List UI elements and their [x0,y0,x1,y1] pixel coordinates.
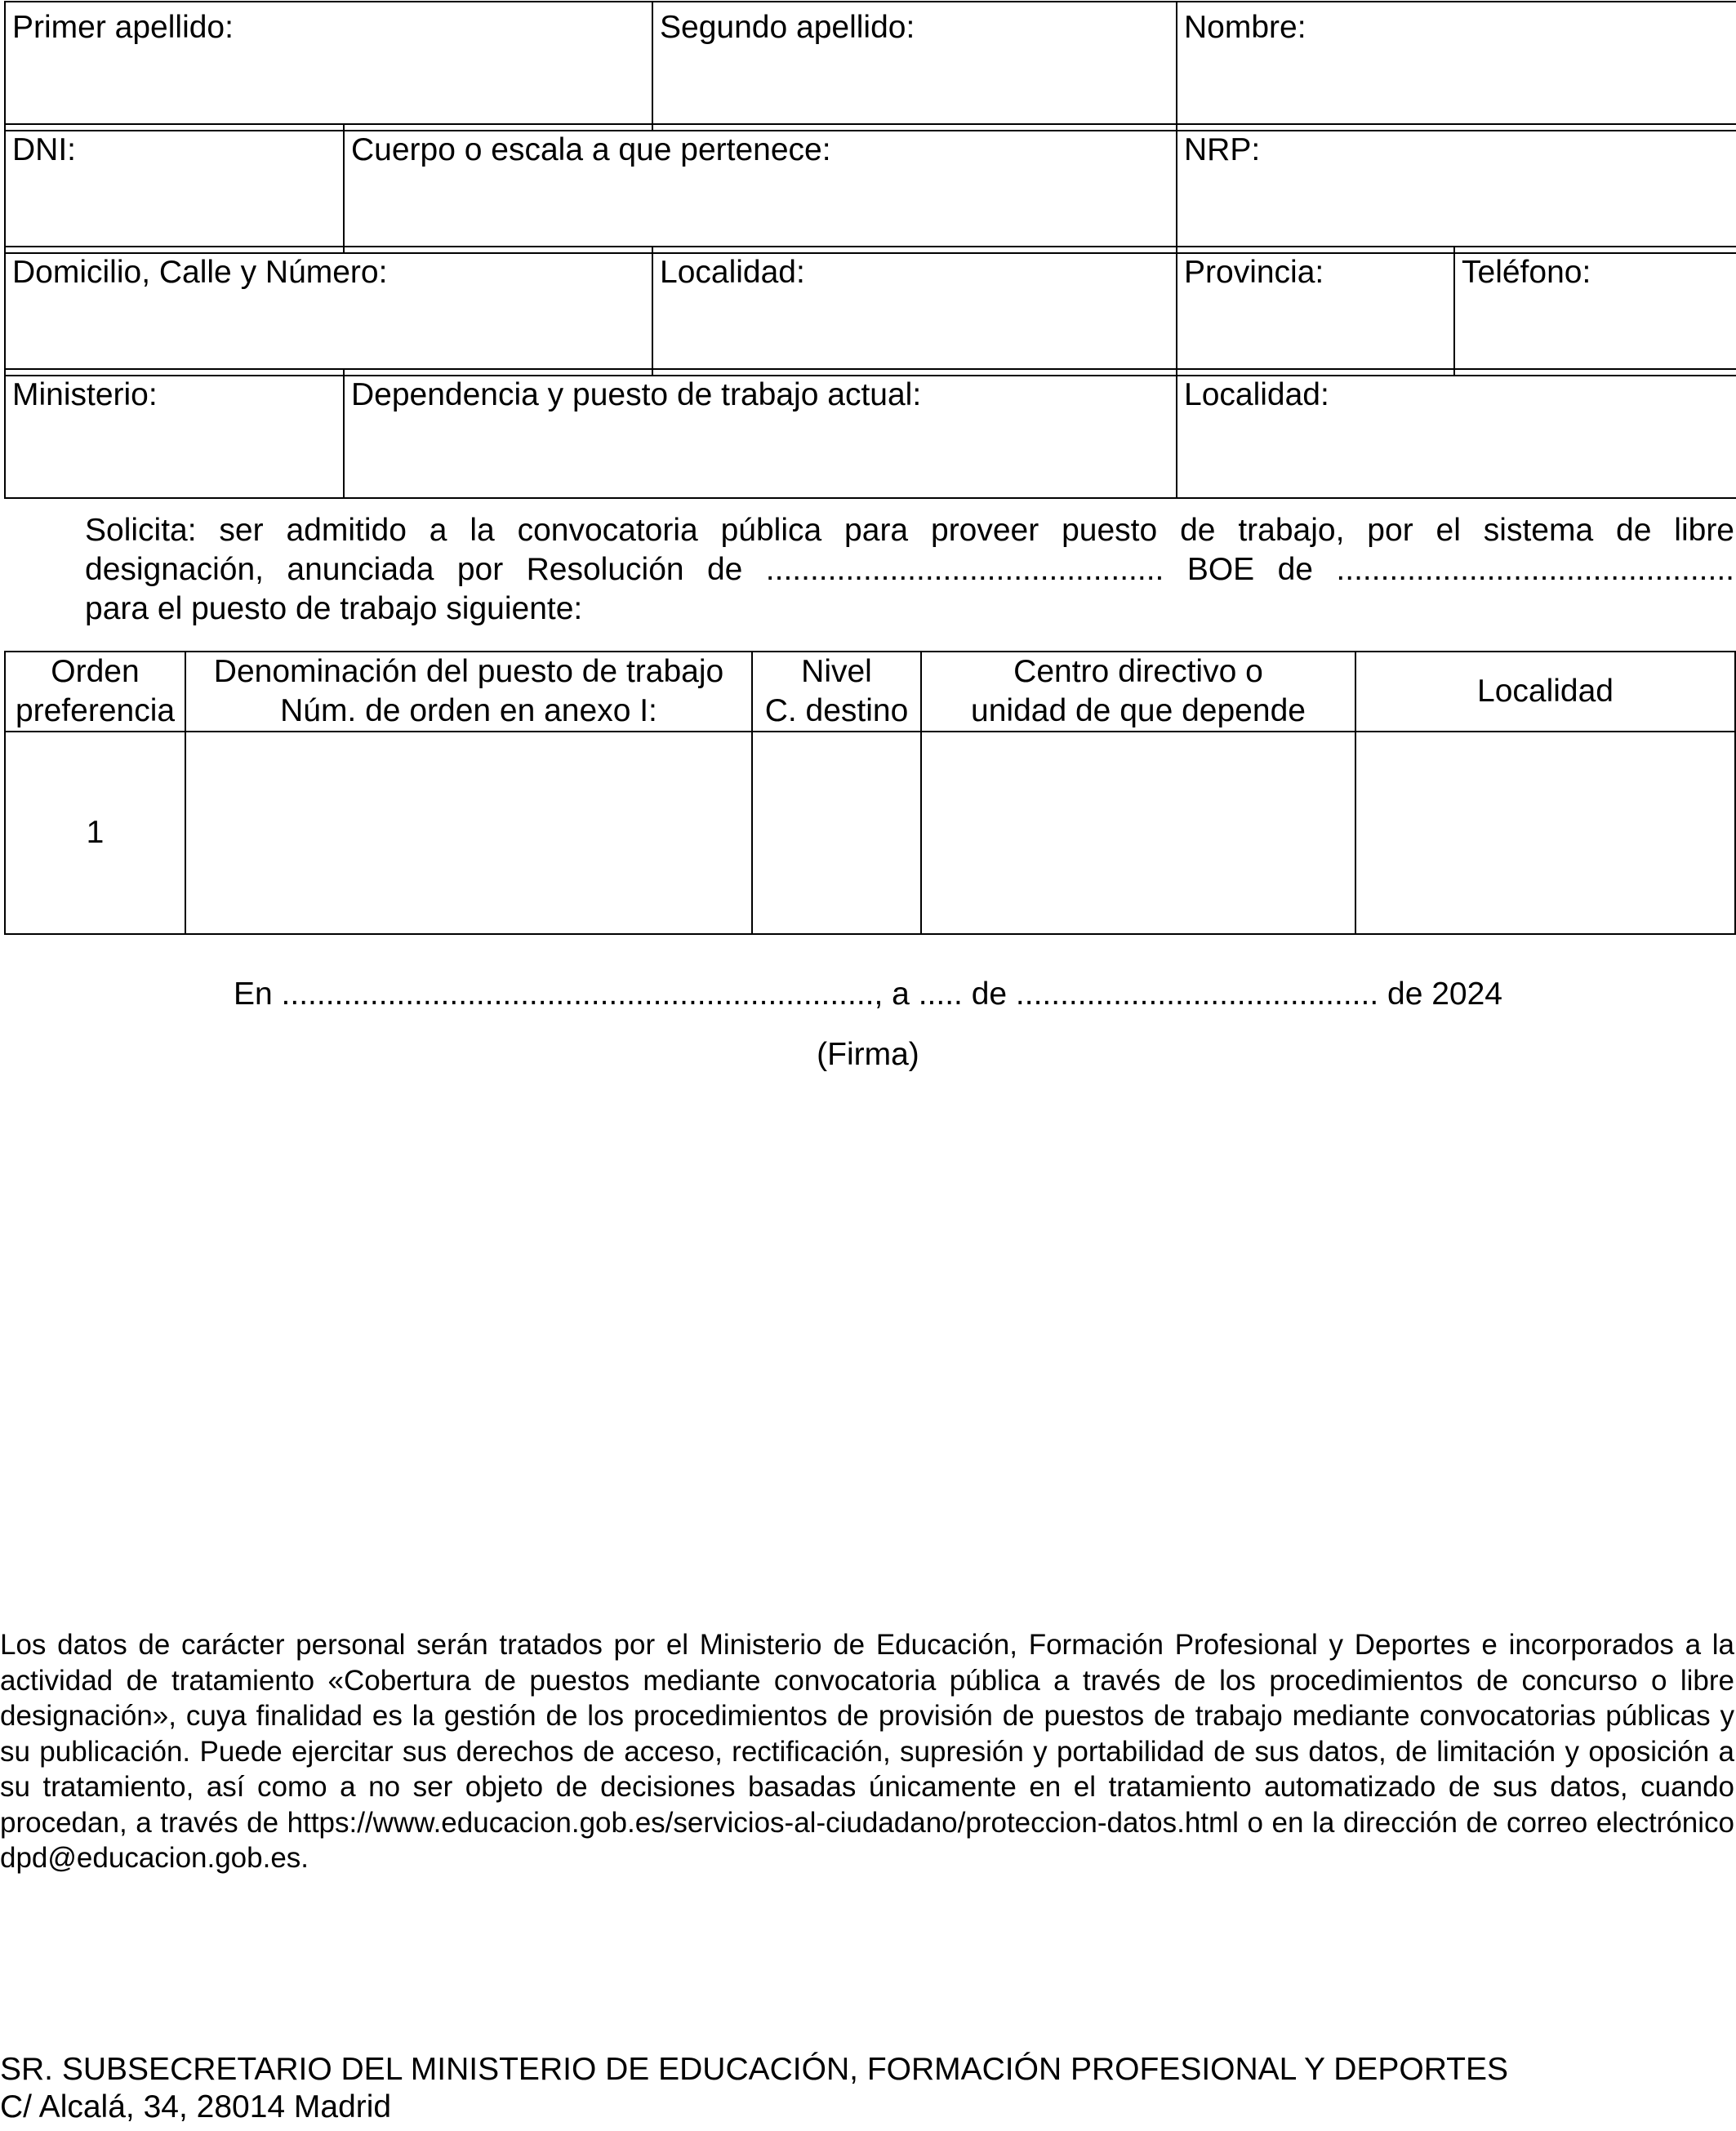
primer-apellido-field[interactable]: Primer apellido: [5,2,652,131]
provincia-field[interactable]: Provincia: [1177,247,1454,376]
personal-data-grid-row3 [4,246,1736,376]
addressee-line2: C/ Alcalá, 34, 28014 Madrid [0,2089,392,2124]
header-localidad: Localidad [1355,652,1735,732]
header-orden-line1: Orden [51,654,140,689]
header-centro-line2: unidad de que depende [971,693,1306,728]
segundo-apellido-field[interactable]: Segundo apellido: [652,2,1177,131]
personal-data-grid [4,1,1736,131]
form-row-names [5,2,1736,131]
puestos-header-row [5,652,1735,732]
form-row-job [5,369,1736,498]
header-denominacion [185,652,752,732]
nrp-field[interactable]: NRP: [1177,124,1736,253]
header-denominacion-line2: Núm. de orden en anexo I: [280,693,657,728]
solicita-paragraph [85,511,1734,629]
privacy-notice: Los datos de carácter personal serán tratados por el Ministerio de Educación, Formación Profesional y Deportes e incorporados a la actividad de tratamiento «Cobertura de puestos mediante convocatoria pública a través de los procedimientos de concurso o libre designación», cuya finalidad es la gestión de los procedimientos de provisión de puestos de trabajo mediante convocatorias públicas y su publicación. Puede ejercitar sus derechos de acceso, rectificación, supresión y portabilidad de sus datos, de limitación y oposición a su tratamiento, así como a no ser objeto de decisiones basadas únicamente en el tratamiento automatizado de sus datos, cuando procedan, a través de https://www.educacion.gob.es/servicios-al-ciudadano/proteccion-datos.html o en la dirección de correo electrónico dpd@educacion.gob.es. [0,1629,1734,1874]
solicita-line-1: Solicita: ser admitido a la convocatoria pública para proveer puesto de trabajo, por el sistema de libre [85,513,1734,548]
header-orden-line2: preferencia [15,693,176,728]
cuerpo-escala-field[interactable]: Cuerpo o escala a que pertenece: [344,124,1177,253]
cell-localidad[interactable] [1355,732,1735,934]
solicita-line-3: para el puesto de trabajo siguiente: [85,591,583,626]
header-denominacion-line1: Denominación del puesto de trabajo [213,654,724,689]
cell-orden: 1 [5,732,185,934]
form-row-id [5,124,1736,253]
personal-data-grid-row2 [4,123,1736,254]
domicilio-field[interactable]: Domicilio, Calle y Número: [5,247,652,376]
cell-denominacion[interactable] [185,732,752,934]
dependencia-field[interactable]: Dependencia y puesto de trabajo actual: [344,369,1177,498]
header-centro [921,652,1355,732]
puestos-table [4,651,1736,935]
localidad-field[interactable]: Localidad: [652,247,1177,376]
cell-centro[interactable] [921,732,1355,934]
personal-data-grid-row4 [4,368,1736,499]
header-nivel-line1: Nivel [801,654,872,689]
addressee-line1: SR. SUBSECRETARIO DEL MINISTERIO DE EDUCACIÓN, FORMACIÓN PROFESIONAL Y DEPORTES [0,2052,1509,2087]
addressee [0,2051,1736,2126]
cell-nivel[interactable] [752,732,921,934]
form-row-address [5,247,1736,376]
ministerio-field[interactable]: Ministerio: [5,369,344,498]
localidad-actual-field[interactable]: Localidad: [1177,369,1736,498]
header-nivel [752,652,921,732]
dni-field[interactable]: DNI: [5,124,344,253]
table-row [5,732,1735,934]
header-nivel-line2: C. destino [764,693,909,728]
header-orden [5,652,185,732]
header-centro-line1: Centro directivo o [1013,654,1263,689]
telefono-field[interactable]: Teléfono: [1454,247,1736,376]
fecha-line: En ..................................................................., a ..... de ......................................... de 2024 [233,977,1502,1012]
nombre-field[interactable]: Nombre: [1177,2,1736,131]
firma-label: (Firma) [817,1037,919,1072]
solicita-line-2: designación, anunciada por Resolución de ............................................. BOE de ............................................. [85,552,1734,587]
